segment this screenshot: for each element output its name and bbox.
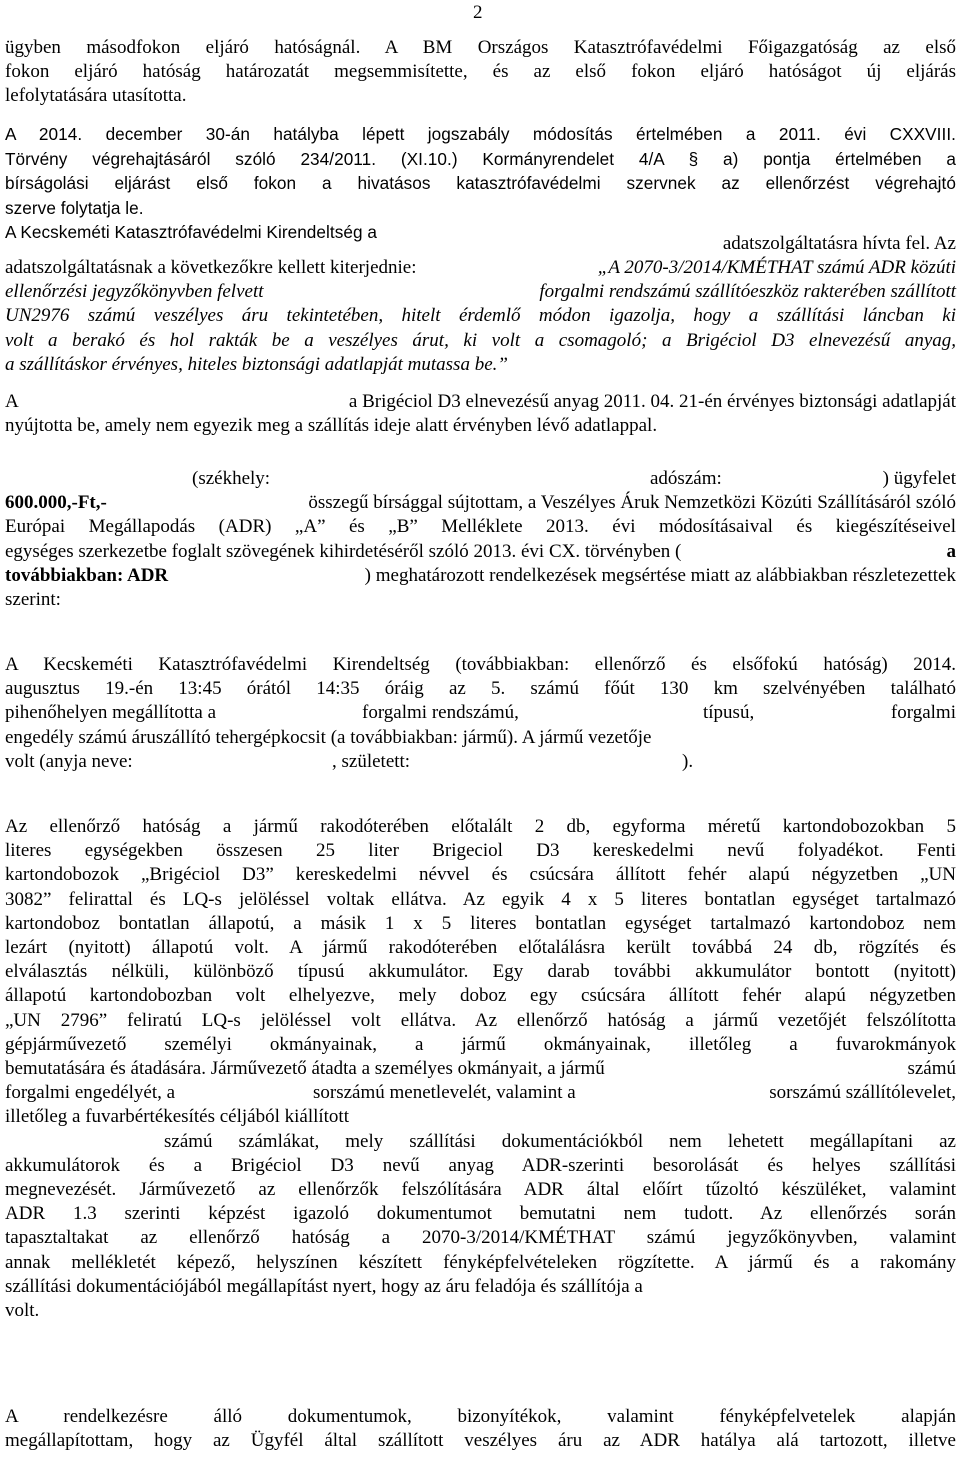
paragraph-inspection bbox=[5, 653, 956, 774]
text-segment: forgalmi bbox=[890, 702, 956, 724]
paragraph-legal-change bbox=[5, 122, 956, 245]
text-segment: továbbiakban: ADR bbox=[5, 564, 169, 586]
text-segment: összegű bírsággal sújtottam, a Veszélyes Áruk Nemzetközi Közúti Szállításáról szóló bbox=[308, 492, 956, 514]
text-line: volt a berakó és hol rakták be a veszélyes árut, ki volt a csomagoló; a Brigéciol D3 elnevezésű anyag, bbox=[5, 329, 956, 351]
text-line: Törvény végrehajtásáról szóló 234/2011. (XI.10.) Kormányrendelet 4/A § a) pontja értelmében a bbox=[5, 148, 956, 169]
text-segment bbox=[5, 540, 940, 564]
text-line: UN2976 számú veszélyes áru tekintetében, hitelt érdemlő módon igazolja, hogy a szállítási láncban ki bbox=[5, 305, 956, 327]
text-line: tapasztaltakat az ellenőrző hatóság a 2070-3/2014/KMÉTHAT számú jegyzőkönyvben, valamint bbox=[5, 1227, 956, 1249]
text-line: A Kecskeméti Katasztrófavédelmi Kirendeltség (továbbiakban: ellenőrző és elsőfokú hatóság) 2014. bbox=[5, 654, 956, 675]
text-line: szerve folytatja le. bbox=[5, 197, 144, 218]
text-line bbox=[5, 564, 956, 588]
text-line: augusztus 19.-én 13:45 órától 14:35 óráig az 5. számú főút 130 km szelvényében található bbox=[5, 678, 956, 700]
text-segment: volt (anyja neve: bbox=[5, 750, 133, 772]
paragraph-safety-sheet bbox=[5, 390, 956, 438]
text-line bbox=[5, 701, 956, 725]
paragraph-conclusion bbox=[5, 1405, 956, 1453]
text-line: akkumulátorok és a Brigéciol D3 nevű anyag ADR-szerinti besorolását és helyes szállítási bbox=[5, 1154, 956, 1176]
text-line: elválasztás nélküli, különböző típusú akkumulátor. Egy darab további akkumulátor bontott (nyitott) bbox=[5, 961, 956, 983]
text-segment: típusú, bbox=[703, 702, 755, 724]
text-line: literes egységekben összesen 25 liter Brigeciol D3 kereskedelmi nevű folyadékot. Fenti bbox=[5, 840, 956, 862]
text-line bbox=[5, 540, 956, 564]
text-segment: forgalmi engedélyét, a bbox=[5, 1082, 176, 1104]
text-line: állapotú kartondobozban volt elhelyezve, mely doboz egy csúcsára állított fehér alapú négyzetben bbox=[5, 985, 956, 1007]
text-segment: pihenőhelyen megállította a bbox=[5, 702, 217, 724]
text-line: A 2014. december 30-án hatályba lépett jogszabály módosítás értelmében a 2011. évi CXXVIII. bbox=[5, 124, 956, 144]
text-line: szerint: bbox=[5, 589, 61, 610]
text-line: volt. bbox=[5, 1300, 40, 1322]
text-segment: ellenőrzési jegyzőkönyvben felvett bbox=[5, 281, 264, 303]
text-segment: adószám: bbox=[650, 468, 722, 489]
text-line bbox=[5, 390, 956, 414]
paragraph-data-request bbox=[5, 256, 956, 377]
text-segment: „A 2070-3/2014/KMÉTHAT számú ADR közúti bbox=[597, 257, 956, 278]
text-line: illetőleg a fuvarbértékesítés céljából kiállított bbox=[5, 1106, 349, 1128]
text-line: ADR 1.3 szerinti képzést igazoló dokumentumot bemutatni nem tudott. Az ellenőrzés során bbox=[5, 1203, 956, 1225]
text-segment: adatszolgáltatásnak a következőkre kellett kiterjednie: bbox=[5, 257, 417, 278]
text-segment: a bbox=[946, 540, 956, 562]
text-segment: a Brigéciol D3 elnevezésű anyag 2011. 04. 21-én érvényes biztonsági adatlapját bbox=[348, 391, 956, 412]
text-line bbox=[5, 750, 956, 774]
page-number: 2 bbox=[473, 2, 483, 23]
text-segment bbox=[664, 232, 956, 256]
text-line: Az ellenőrző hatóság a jármű rakodóterében előtalált 2 db, egyforma méretű kartondobozokban 5 bbox=[5, 816, 956, 837]
text-line: fokon eljáró hatóság határozatát megsemmisítette, és az első fokon eljáró hatóságot új eljárás bbox=[5, 61, 956, 83]
text-line: kartondoboz bontatlan állapotú, a másik 1 x 5 literes bontatlan egységet tartalmazó kartondoboz nem bbox=[5, 912, 956, 934]
fine-amount: 600.000,-Ft,- bbox=[5, 492, 107, 514]
text-line: kartondobozok „Brigéciol D3” kereskedelmi névvel és csúcsára állított fehér alapú négyzetben „UN bbox=[5, 864, 956, 886]
text-segment: számú bbox=[907, 1058, 956, 1080]
text-segment: ) meghatározott rendelkezések megsértése miatt az alábbiakban részletezettek bbox=[364, 564, 956, 586]
text-line bbox=[5, 467, 956, 491]
text-segment: A Kecskeméti Katasztrófavédelmi Kirendeltség a bbox=[5, 222, 378, 243]
text-line: annak mellékletét képező, helyszínen készített fényképfelvételeken rögzítette. A jármű és a rakomány bbox=[5, 1251, 956, 1273]
text-line: engedély számú áruszállító tehergépkocsit (a továbbiakban: jármű). A jármű vezetője bbox=[5, 726, 652, 748]
text-line bbox=[5, 256, 956, 280]
text-segment: , született: bbox=[332, 750, 411, 772]
text-line: nyújtotta be, amely nem egyezik meg a szállítás ideje alatt érvényben lévő adatlappal. bbox=[5, 415, 658, 437]
text-line: gépjárművezető személyi okmányainak, a jármű okmányainak, illetőleg a fuvarokmányok bbox=[5, 1033, 956, 1055]
paragraph-fine bbox=[5, 467, 956, 612]
text-line: bírságolási eljárást első fokon a hivatásos katasztrófavédelmi szervnek az ellenőrzést végrehajtó bbox=[5, 173, 956, 194]
paragraph-findings bbox=[5, 815, 956, 1323]
text-line: megnevezését. Járművezető az ellenőrzők felszólítására ADR által előírt tűzoltó készüléket, valamint bbox=[5, 1179, 956, 1201]
text-line bbox=[5, 1057, 956, 1081]
text-line: megállapítottam, hogy az Ügyfél által szállított veszélyes áru az ADR hatálya alá tartozott, illetve bbox=[5, 1430, 956, 1452]
paragraph-appeal bbox=[5, 36, 956, 109]
text-line: „UN 2796” feliratú LQ-s jelöléssel volt ellátva. Az ellenőrző hatóság a jármű vezetőjét felszólította bbox=[5, 1009, 956, 1031]
text-segment: egységes szerkezetbe foglalt szövegének kihirdetéséről szóló 2013. évi CX. törvényben ( bbox=[5, 540, 682, 562]
text-segment: forgalmi rendszámú, bbox=[362, 702, 519, 724]
text-line: 3082” felirattal és LQ-s jelöléssel voltak ellátva. Az egyik 4 x 5 literes bontatlan egységet tartalmazó bbox=[5, 888, 956, 910]
text-segment bbox=[5, 1057, 785, 1081]
text-line bbox=[5, 1130, 956, 1154]
text-segment: bemutatására és átadására. Járművezető átadta a személyes okmányait, a jármű bbox=[5, 1058, 605, 1080]
text-segment: ) ügyfelet bbox=[882, 468, 956, 489]
text-line: szállítási dokumentációjából megállapítást nyert, hogy az áru feladója és szállítója a bbox=[5, 1275, 643, 1297]
text-segment: A bbox=[5, 391, 19, 412]
text-segment: sorszámú menetlevelét, valamint a bbox=[313, 1082, 576, 1104]
text-line: lezárt (nyitott) állapotú volt. A jármű rakodóterében előtalálásra került továbbá 24 db, rögzítés és bbox=[5, 937, 956, 959]
text-line: Európai Megállapodás (ADR) „A” és „B” Melléklete 2013. évi módosításaival és kiegészítéseivel bbox=[5, 516, 956, 538]
text-line: ügyben másodfokon eljáró hatóságnál. A BM Országos Katasztrófavédelmi Főigazgatóság az első bbox=[5, 37, 956, 58]
text-line: lefolytatására utasította. bbox=[5, 85, 187, 107]
text-segment: sorszámú szállítólevelet, bbox=[769, 1082, 956, 1104]
text-segment: számú számlákat, mely szállítási dokumentációkból nem lehetett megállapítani az bbox=[164, 1130, 956, 1152]
text-line: a szállításkor érvényes, hiteles biztonsági adatlapját mutassa be.” bbox=[5, 353, 508, 375]
data-request-tail: adatszolgáltatásra hívta fel. Az bbox=[722, 233, 956, 254]
text-line bbox=[5, 491, 956, 515]
text-segment: forgalmi rendszámú szállítóeszköz rakterében szállított bbox=[539, 281, 956, 303]
text-segment: ). bbox=[682, 750, 694, 772]
text-line bbox=[5, 1081, 956, 1105]
text-line bbox=[5, 280, 956, 304]
text-line: A rendelkezésre álló dokumentumok, bizonyítékok, valamint fényképfelvetelek alapján bbox=[5, 1406, 956, 1427]
text-segment: (székhely: bbox=[192, 468, 271, 489]
